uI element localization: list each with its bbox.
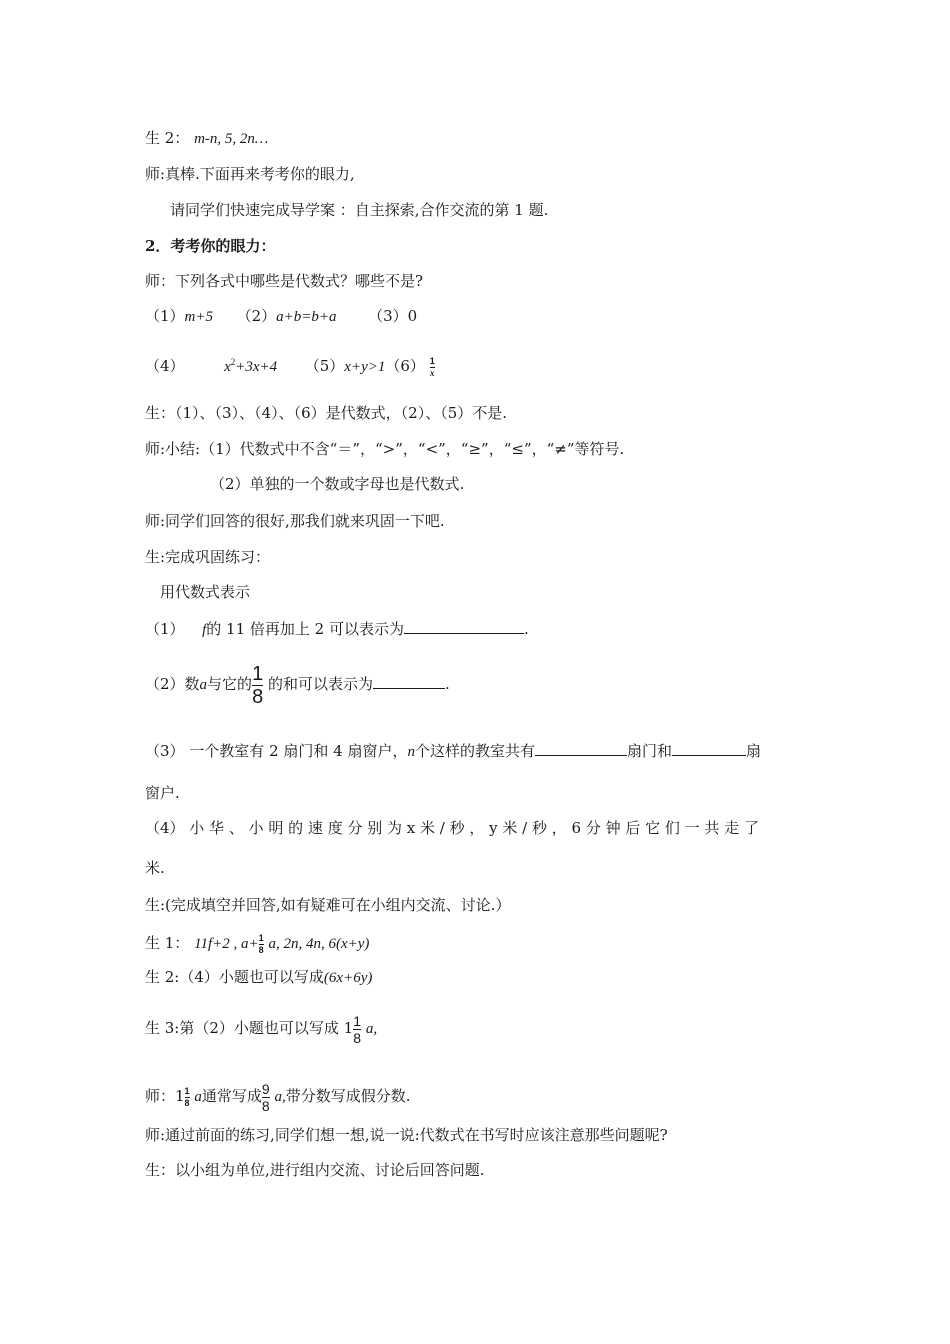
fraction-one-over-x: $\frac{1}{x}$ [429, 355, 435, 378]
teacher-transition-line: 师:同学们回答的很好,那我们就来巩固一下吧. [145, 512, 445, 530]
fraction-nine-eighths: $\frac{9}{8}$ [261, 1080, 270, 1114]
student2-line: 生 2： m-n, 5, 2n… [145, 129, 269, 147]
expressions-row-2: （4） $x^2+3x+4$ （5）x+y>1（6） $\frac{1}{x}$ [145, 355, 435, 378]
answer-blank-3b[interactable] [672, 740, 746, 756]
fraction-mixed-one-eighth: $\frac{1}{8}$ [353, 1012, 362, 1046]
expressions-row-1: （1）m+5 （2）a+b=b+a （3）0 [145, 307, 418, 325]
fraction-mixed-small: $\frac{1}{8}$ [184, 1085, 190, 1108]
teacher-mixed-number-line: 师：1 $\frac{1}{8}$ a通常写成 $\frac{9}{8}$ a,带分数写成假分数. [145, 1080, 411, 1114]
answer-blank-1[interactable] [404, 618, 524, 634]
practice-instruction: 用代数式表示 [160, 583, 251, 601]
student-complete-line: 生:(完成填空并回答,如有疑难可在小组内交流、讨论.） [145, 896, 511, 914]
exercise-4: （4） 小 华 、 小 明 的 速 度 分 别 为 x 米 / 秒 ， y 米 / 秒 ， 6 分 钟 后 它 们 一 共 走 了 [145, 819, 759, 837]
teacher-praise-line: 师:真棒.下面再来考考你的眼力, [145, 165, 355, 183]
summary-line-2: （2）单独的一个数或字母也是代数式. [210, 475, 465, 493]
student2-answer: 生 2:（4）小题也可以写成(6x+6y) [145, 968, 373, 986]
fraction-one-eighth: $\frac{1}{8}$ [252, 662, 264, 708]
exercise-3-continued: 窗户. [145, 784, 180, 802]
teacher-reflection-question: 师:通过前面的练习,同学们想一想,说一说:代数式在书写时应该注意那些问题呢? [145, 1126, 668, 1144]
exercise-1: （1） f的 11 倍再加上 2 可以表示为 . [145, 620, 529, 638]
exercise-2: （2）数a与它的 $\frac{1}{8}$ 的和可以表示为 . [145, 662, 450, 708]
answer-blank-2[interactable] [373, 673, 445, 689]
fraction-one-eighth-small: $\frac{1}{8}$ [258, 932, 264, 955]
teacher-question-line: 师：下列各式中哪些是代数式？哪些不是? [145, 272, 424, 290]
student-answer-line: 生：（1）、（3）、（4）、（6）是代数式，（2）、（5）不是. [145, 404, 508, 422]
instruction-line: 请同学们快速完成导学案 ：自主探索,合作交流的第 1 题. [170, 201, 549, 219]
summary-line-1: 师:小结:（1）代数式中不含“＝”，“>”，“<”，“≥”，“≤”，“≠”等符号. [145, 440, 625, 458]
student1-answers: 生 1： 11f+2 , a+ $\frac{1}{8}$ a, 2n, 4n, 6(x+y) [145, 932, 370, 955]
answer-blank-3a[interactable] [535, 740, 627, 756]
exercise-4-continued: 米. [145, 859, 165, 877]
exercise-3: （3） 一个教室有 2 扇门和 4 扇窗户，n个这样的教室共有 扇门和 扇 [145, 742, 762, 760]
section-heading: 2．考考你的眼力： [145, 237, 276, 255]
student3-answer: 生 3:第（2）小题也可以写成 1 $\frac{1}{8}$ a, [145, 1012, 378, 1046]
student-group-discussion: 生：以小组为单位,进行组内交流、讨论后回答问题. [145, 1161, 485, 1179]
student-practice-line: 生:完成巩固练习： [145, 548, 271, 566]
